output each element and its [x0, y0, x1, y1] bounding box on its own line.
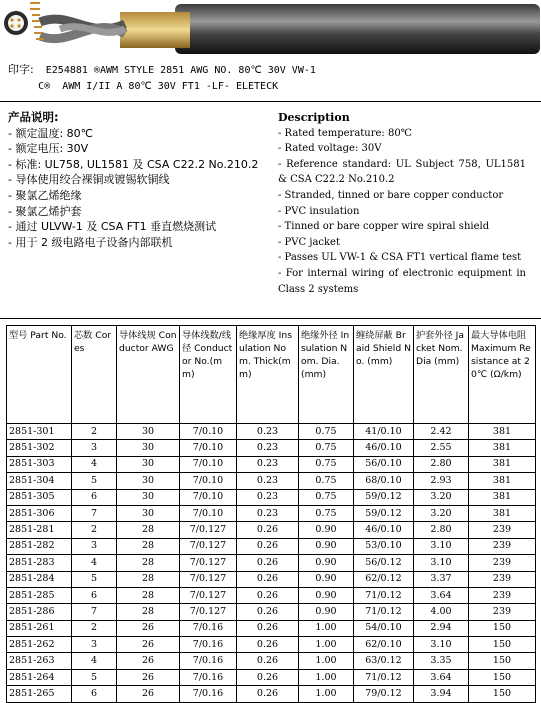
table-header-row	[7, 326, 536, 424]
table-cell: 56/0.10	[354, 456, 414, 472]
table-cell: 150	[469, 669, 536, 685]
table-cell: 0.26	[237, 571, 299, 587]
table-cell: 7/0.127	[180, 555, 237, 571]
table-cell: 68/0.10	[354, 473, 414, 489]
table-cell: 2851-302	[7, 440, 72, 456]
table-cell: 239	[469, 587, 536, 603]
table-cell: 30	[117, 440, 180, 456]
table-cell: 4	[72, 555, 117, 571]
table-cell: 28	[117, 538, 180, 554]
table-cell: 62/0.10	[354, 637, 414, 653]
table-cell: 0.75	[299, 456, 354, 472]
table-cell: 6	[72, 489, 117, 505]
table-cell: 5	[72, 669, 117, 685]
table-cell: 0.75	[299, 489, 354, 505]
divider-top	[0, 101, 541, 102]
table-cell: 239	[469, 555, 536, 571]
table-cell: 0.75	[299, 440, 354, 456]
table-row	[7, 473, 536, 489]
column-header: 绝缘外径 Insulation Nom. Dia. (mm)	[299, 326, 354, 424]
table-cell: 0.26	[237, 637, 299, 653]
table-cell: 150	[469, 620, 536, 636]
table-cell: 7/0.10	[180, 489, 237, 505]
table-cell: 46/0.10	[354, 522, 414, 538]
table-cell: 7	[72, 505, 117, 521]
en-item: - For internal wiring of electronic equipment in Class 2 systems	[278, 267, 526, 295]
table-cell: 56/0.12	[354, 555, 414, 571]
table-cell: 0.26	[237, 587, 299, 603]
table-cell: 26	[117, 653, 180, 669]
table-cell: 7/0.10	[180, 505, 237, 521]
table-row	[7, 505, 536, 521]
table-cell: 7/0.127	[180, 587, 237, 603]
table-cell: 2851-261	[7, 620, 72, 636]
table-cell: 0.26	[237, 620, 299, 636]
table-cell: 2851-301	[7, 424, 72, 440]
table-cell: 30	[117, 424, 180, 440]
table-row	[7, 637, 536, 653]
en-item: - Passes UL VW-1 & CSA FT1 vertical flame test	[278, 252, 522, 264]
table-cell: 2.42	[414, 424, 469, 440]
table-row	[7, 489, 536, 505]
table-row	[7, 653, 536, 669]
table-cell: 59/0.12	[354, 489, 414, 505]
en-item: - Reference standard: UL Subject 758, UL1581 & CSA C22.2 No.210.2	[278, 158, 526, 186]
en-heading: Description	[278, 111, 350, 124]
table-row	[7, 440, 536, 456]
table-cell: 53/0.10	[354, 538, 414, 554]
table-cell: 2851-303	[7, 456, 72, 472]
table-row	[7, 538, 536, 554]
table-cell: 0.75	[299, 505, 354, 521]
table-cell: 3.35	[414, 653, 469, 669]
table-cell: 7/0.10	[180, 424, 237, 440]
en-item-list	[278, 126, 526, 298]
column-header: 缠绕屏蔽 Braid Shield No. (mm)	[354, 326, 414, 424]
table-cell: 4	[72, 456, 117, 472]
column-header: 最大导体电阻 Maximum Resistance at 20℃ (Ω/km)	[469, 326, 536, 424]
chinese-description	[8, 110, 270, 250]
table-cell: 0.26	[237, 555, 299, 571]
table-cell: 7/0.16	[180, 686, 237, 702]
table-cell: 0.23	[237, 440, 299, 456]
table-cell: 7/0.16	[180, 637, 237, 653]
table-cell: 0.26	[237, 686, 299, 702]
cn-item: - 额定电压: 30V	[8, 142, 89, 156]
table-cell: 239	[469, 604, 536, 620]
table-cell: 41/0.10	[354, 424, 414, 440]
table-cell: 0.90	[299, 587, 354, 603]
table-cell: 28	[117, 555, 180, 571]
table-cell: 150	[469, 686, 536, 702]
table-cell: 239	[469, 538, 536, 554]
table-cell: 0.90	[299, 522, 354, 538]
marking-line-1: E254881 ®AWM STYLE 2851 AWG NO. 80℃ 30V VW-1	[45, 65, 316, 76]
table-cell: 0.90	[299, 604, 354, 620]
table-cell: 26	[117, 637, 180, 653]
cable-illustration	[0, 0, 541, 58]
table-row	[7, 571, 536, 587]
table-cell: 7/0.16	[180, 653, 237, 669]
table-cell: 0.26	[237, 653, 299, 669]
divider-middle	[0, 318, 541, 319]
table-cell: 2851-304	[7, 473, 72, 489]
table-cell: 3.10	[414, 538, 469, 554]
table-cell: 2851-282	[7, 538, 72, 554]
table-cell: 3.10	[414, 555, 469, 571]
cn-item: - 用于 2 级电路电子设备内部联机	[8, 235, 173, 249]
cn-item: - 聚氯乙烯护套	[8, 204, 82, 218]
table-cell: 28	[117, 604, 180, 620]
table-cell: 2851-263	[7, 653, 72, 669]
table-cell: 1.00	[299, 653, 354, 669]
table-cell: 7/0.10	[180, 473, 237, 489]
table-cell: 381	[469, 456, 536, 472]
en-item: - PVC insulation	[278, 205, 360, 217]
table-row	[7, 587, 536, 603]
table-cell: 59/0.12	[354, 505, 414, 521]
table-cell: 6	[72, 587, 117, 603]
table-cell: 0.90	[299, 555, 354, 571]
table-cell: 2851-265	[7, 686, 72, 702]
table-row	[7, 669, 536, 685]
table-cell: 381	[469, 473, 536, 489]
table-cell: 63/0.12	[354, 653, 414, 669]
table-row	[7, 555, 536, 571]
spec-table	[6, 325, 536, 703]
table-cell: 3.10	[414, 637, 469, 653]
column-header: 护套外径 Jacket Nom. Dia (mm)	[414, 326, 469, 424]
table-cell: 0.90	[299, 571, 354, 587]
table-cell: 1.00	[299, 686, 354, 702]
cn-item: - 导体使用绞合裸铜或镀锡软铜线	[8, 173, 170, 187]
column-header: 型号 Part No.	[7, 326, 72, 424]
table-cell: 62/0.12	[354, 571, 414, 587]
table-cell: 3	[72, 440, 117, 456]
table-cell: 2.94	[414, 620, 469, 636]
table-cell: 30	[117, 505, 180, 521]
cn-heading: 产品说明:	[8, 110, 59, 124]
table-cell: 3.64	[414, 587, 469, 603]
table-cell: 2851-283	[7, 555, 72, 571]
table-cell: 2.55	[414, 440, 469, 456]
table-cell: 7/0.127	[180, 522, 237, 538]
table-cell: 2	[72, 424, 117, 440]
cn-item: - 额定温度: 80℃	[8, 126, 94, 140]
table-row	[7, 424, 536, 440]
table-cell: 6	[72, 686, 117, 702]
table-cell: 2	[72, 522, 117, 538]
table-cell: 2851-284	[7, 571, 72, 587]
table-cell: 381	[469, 489, 536, 505]
table-cell: 0.26	[237, 669, 299, 685]
cn-item: - 标准: UL758, UL1581 及 CSA C22.2 No.210.2	[8, 157, 259, 171]
table-cell: 1.00	[299, 669, 354, 685]
table-cell: 0.75	[299, 473, 354, 489]
marking-line-2: C® AWM I/II A 80℃ 30V FT1 -LF- ELETECK	[38, 81, 279, 92]
table-cell: 0.75	[299, 424, 354, 440]
cn-item-list	[8, 126, 270, 251]
table-cell: 0.23	[237, 424, 299, 440]
table-cell: 30	[117, 456, 180, 472]
table-cell: 150	[469, 653, 536, 669]
table-cell: 2	[72, 620, 117, 636]
table-cell: 5	[72, 473, 117, 489]
table-cell: 7/0.10	[180, 456, 237, 472]
table-cell: 5	[72, 571, 117, 587]
table-cell: 71/0.12	[354, 669, 414, 685]
table-cell: 381	[469, 505, 536, 521]
table-cell: 26	[117, 669, 180, 685]
table-row	[7, 604, 536, 620]
table-cell: 0.23	[237, 489, 299, 505]
table-cell: 26	[117, 686, 180, 702]
table-cell: 3	[72, 538, 117, 554]
table-cell: 381	[469, 424, 536, 440]
table-cell: 3.20	[414, 505, 469, 521]
en-item: - Rated temperature: 80℃	[278, 127, 412, 139]
table-cell: 2851-306	[7, 505, 72, 521]
english-description	[278, 110, 526, 297]
table-cell: 2.80	[414, 522, 469, 538]
column-header: 芯数 Cores	[72, 326, 117, 424]
table-body	[7, 424, 536, 703]
table-cell: 239	[469, 571, 536, 587]
table-cell: 7/0.127	[180, 571, 237, 587]
table-cell: 3.37	[414, 571, 469, 587]
table-cell: 1.00	[299, 637, 354, 653]
marking-label: 印字:	[8, 63, 34, 76]
table-cell: 26	[117, 620, 180, 636]
table-cell: 2851-281	[7, 522, 72, 538]
table-row	[7, 620, 536, 636]
table-cell: 239	[469, 522, 536, 538]
table-cell: 0.26	[237, 604, 299, 620]
table-cell: 1.00	[299, 620, 354, 636]
column-header: 导体线数/线径 Conductor No.(mm)	[180, 326, 237, 424]
table-cell: 3.64	[414, 669, 469, 685]
table-cell: 7/0.127	[180, 538, 237, 554]
table-cell: 2851-285	[7, 587, 72, 603]
table-cell: 71/0.12	[354, 604, 414, 620]
table-cell: 0.23	[237, 456, 299, 472]
table-cell: 79/0.12	[354, 686, 414, 702]
table-cell: 150	[469, 637, 536, 653]
table-cell: 2851-305	[7, 489, 72, 505]
column-header: 绝缘厚度 Insulation Nom. Thick(mm)	[237, 326, 299, 424]
table-cell: 7	[72, 604, 117, 620]
en-item: - Stranded, tinned or bare copper conductor	[278, 189, 504, 201]
table-cell: 2.80	[414, 456, 469, 472]
table-cell: 28	[117, 587, 180, 603]
table-cell: 2851-286	[7, 604, 72, 620]
table-cell: 30	[117, 473, 180, 489]
table-cell: 2851-262	[7, 637, 72, 653]
table-cell: 7/0.16	[180, 620, 237, 636]
table-cell: 2851-264	[7, 669, 72, 685]
table-cell: 7/0.16	[180, 669, 237, 685]
table-cell: 71/0.12	[354, 587, 414, 603]
table-cell: 7/0.10	[180, 440, 237, 456]
table-cell: 3.20	[414, 489, 469, 505]
en-item: - Rated voltage: 30V	[278, 143, 382, 155]
cn-item: - 聚氯乙烯绝缘	[8, 188, 82, 202]
table-cell: 46/0.10	[354, 440, 414, 456]
table-cell: 28	[117, 522, 180, 538]
table-cell: 2.93	[414, 473, 469, 489]
cable-marking	[8, 62, 316, 95]
table-row	[7, 522, 536, 538]
en-item: - Tinned or bare copper wire spiral shield	[278, 221, 490, 233]
table-cell: 0.26	[237, 538, 299, 554]
table-cell: 4	[72, 653, 117, 669]
column-header: 导体线规 Conductor AWG	[117, 326, 180, 424]
table-cell: 0.26	[237, 522, 299, 538]
table-cell: 3	[72, 637, 117, 653]
table-cell: 381	[469, 440, 536, 456]
table-cell: 28	[117, 571, 180, 587]
en-item: - PVC jacket	[278, 236, 340, 248]
table-cell: 30	[117, 489, 180, 505]
table-cell: 4.00	[414, 604, 469, 620]
cn-item: - 通过 ULVW-1 及 CSA FT1 垂直燃烧测试	[8, 220, 217, 234]
table-cell: 0.23	[237, 473, 299, 489]
table-cell: 3.94	[414, 686, 469, 702]
table-cell: 0.90	[299, 538, 354, 554]
table-cell: 54/0.10	[354, 620, 414, 636]
table-cell: 7/0.127	[180, 604, 237, 620]
table-cell: 0.23	[237, 505, 299, 521]
table-row	[7, 456, 536, 472]
